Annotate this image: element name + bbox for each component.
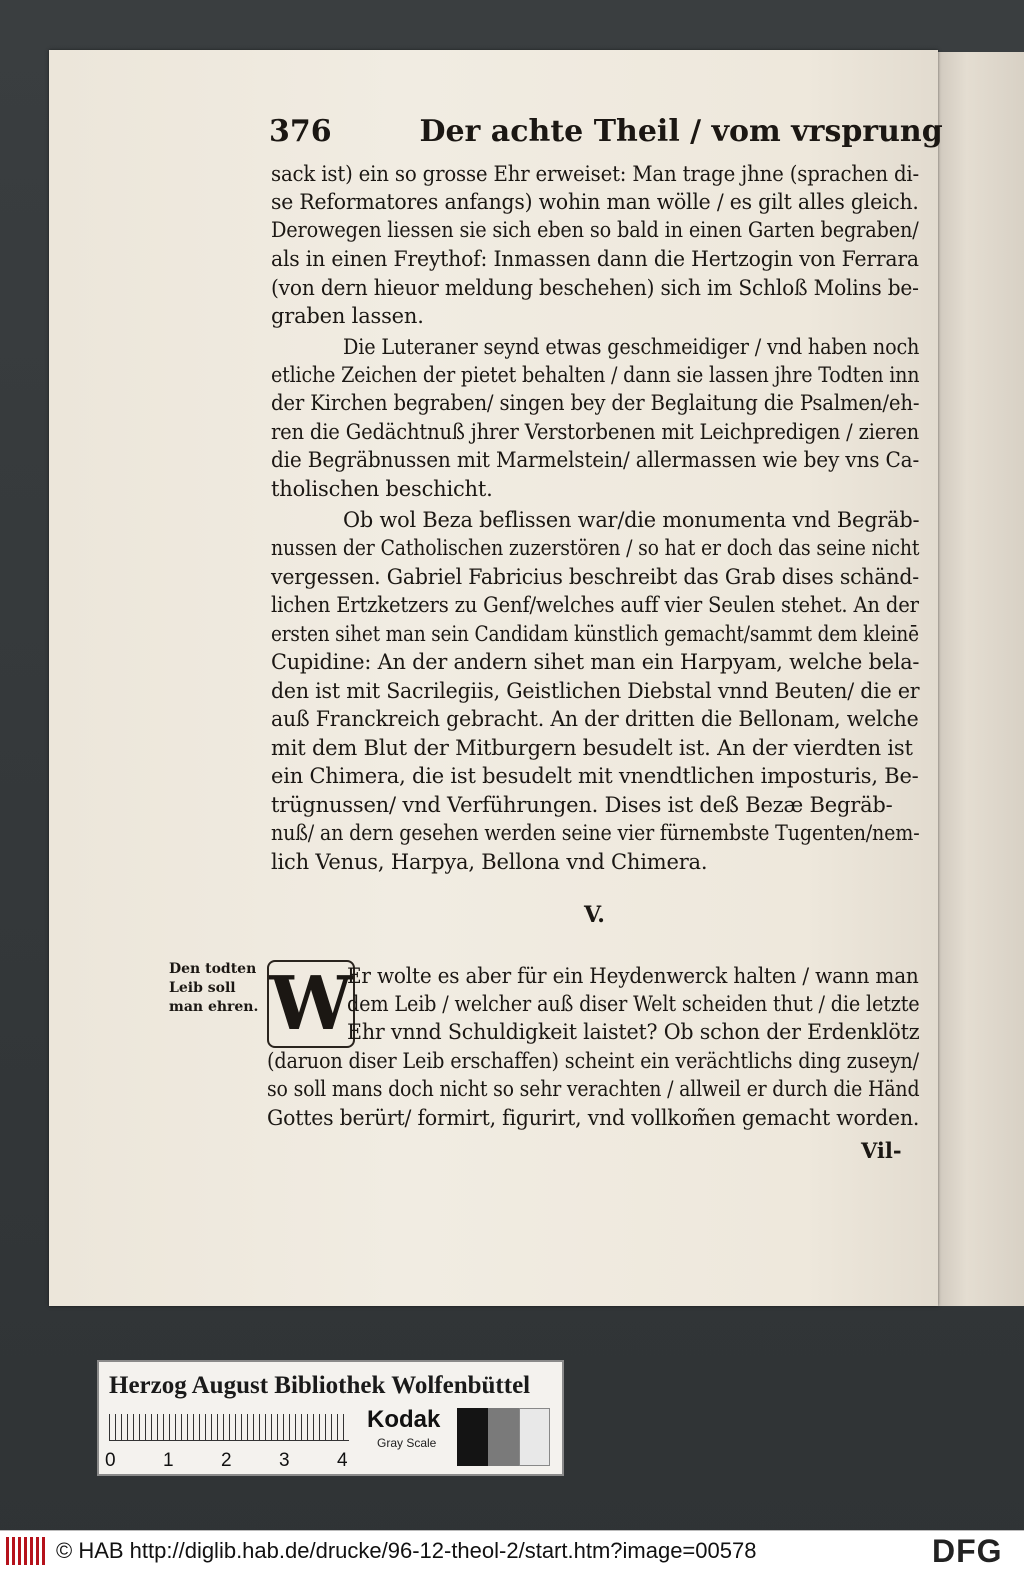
text-line: Ob wol Beza beflissen war/die monumenta vnd Begräb- [343, 508, 920, 532]
dfg-logo: DFG [932, 1533, 1003, 1569]
text-line: lich Venus, Harpya, Bellona vnd Chimera. [271, 850, 708, 874]
section-text-line: so soll mans doch nicht so sehr verachten / allweil er durch die Händ [267, 1077, 920, 1101]
text-line: den ist mit Sacrilegiis, Geistlichen Diebstal vnnd Beuten/ die er [271, 679, 920, 703]
color-calibration-bar [97, 1360, 564, 1476]
section-heading: V. [584, 902, 605, 928]
text-line: lichen Ertzketzers zu Genf/welches auff vier Seulen stehet. An der [271, 593, 919, 617]
source-credit: © HAB http://diglib.hab.de/drucke/96-12-theol-2/start.htm?image=00578 [56, 1538, 757, 1563]
running-header [269, 114, 943, 149]
ruler-number: 1 [163, 1450, 174, 1471]
gray-swatch-black [457, 1408, 488, 1466]
gray-swatch-white [519, 1408, 550, 1466]
marginal-note-line: Leib soll [169, 980, 236, 996]
text-line: tholischen beschicht. [271, 477, 493, 501]
ruler-number: 3 [279, 1450, 290, 1471]
footer-bar [0, 1530, 1024, 1571]
section-text-line: Gottes berürt/ formirt, figurirt, vnd vollkom̃en gemacht worden. [267, 1106, 920, 1130]
running-title: Der achte Theil / vom vrsprung [419, 114, 943, 149]
book-page [49, 50, 943, 1306]
text-line: nuß/ an dern gesehen werden seine vier fürnembste Tugenten/nem- [271, 821, 920, 845]
catchword: Vil- [861, 1138, 902, 1163]
text-line: Cupidine: An der andern sihet man ein Harpyam, welche bela- [271, 650, 920, 674]
library-name: Herzog August Bibliothek Wolfenbüttel [109, 1372, 531, 1399]
facing-page-edge [936, 52, 1024, 1306]
text-line: der Kirchen begraben/ singen bey der Beglaitung die Psalmen/eh- [271, 391, 920, 415]
page-text [49, 50, 943, 1306]
gray-swatch-mid [488, 1408, 519, 1466]
section-text-line: (daruon diser Leib erschaffen) scheint ein verächtlichs ding zuseyn/ [267, 1049, 919, 1073]
text-line: trügnussen/ vnd Verführungen. Dises ist deß Bezæ Begräb- [271, 793, 893, 817]
ruler-number: 0 [105, 1450, 116, 1471]
text-line: nussen der Catholischen zuzerstören / so hat er doch das seine nicht [271, 536, 920, 560]
text-line: vergessen. Gabriel Fabricius beschreibt das Grab dises schänd- [271, 565, 919, 589]
text-line: (von dern hieuor meldung beschehen) sich im Schloß Molins be- [271, 276, 919, 300]
section-text-line: dem Leib / welcher auß diser Welt scheiden thut / die letzte [347, 992, 920, 1016]
text-line: als in einen Freythof: Inmassen dann die Hertzogin von Ferrara [271, 247, 919, 271]
marginal-note-line: man ehren. [169, 999, 259, 1015]
kodak-logo: Kodak [367, 1406, 441, 1433]
text-line: mit dem Blut der Mitburgern besudelt ist. An der vierdten ist [271, 736, 913, 760]
ruler-number: 4 [337, 1450, 348, 1471]
text-line: ren die Gedächtnuß jhrer Verstorbenen mit Leichpredigen / zieren [271, 420, 920, 444]
text-line: graben lassen. [271, 304, 424, 328]
text-line: Derowegen liessen sie sich eben so bald in einen Garten begraben/ [271, 218, 919, 242]
text-line: auß Franckreich gebracht. An der dritten die Bellonam, welche [271, 707, 919, 731]
ruler-scale [109, 1414, 349, 1441]
page-number: 376 [269, 114, 332, 149]
gray-scale-label: Gray Scale [377, 1436, 437, 1450]
text-line: ersten sihet man sein Candidam künstlich gemacht/sammt dem kleinē [271, 622, 919, 646]
text-line: etliche Zeichen der pietet behalten / dann sie lassen jhre Todten inn [271, 363, 920, 387]
marginal-note-line: Den todten [169, 961, 257, 977]
text-line: ein Chimera, die ist besudelt mit vnendtlichen imposturis, Be- [271, 764, 919, 788]
section-text-line: Ehr vnnd Schuldigkeit laistet? Ob schon der Erdenklötz [347, 1020, 920, 1044]
text-line: Die Luteraner seynd etwas geschmeidiger / vnd haben noch [343, 335, 920, 359]
marginal-note [169, 960, 258, 1017]
ruler-number: 2 [221, 1450, 232, 1471]
hab-logo-icon [6, 1537, 46, 1565]
drop-cap: W [267, 960, 355, 1048]
text-line: se Reformatores anfangs) wohin man wölle / es gilt alles gleich. [271, 190, 919, 214]
text-line: sack ist) ein so grosse Ehr erweiset: Man trage jhne (sprachen di- [271, 162, 920, 186]
section-text-line: Er wolte es aber für ein Heydenwerck halten / wann man [347, 964, 919, 988]
text-line: die Begräbnussen mit Marmelstein/ allermassen wie bey vns Ca- [271, 448, 920, 472]
